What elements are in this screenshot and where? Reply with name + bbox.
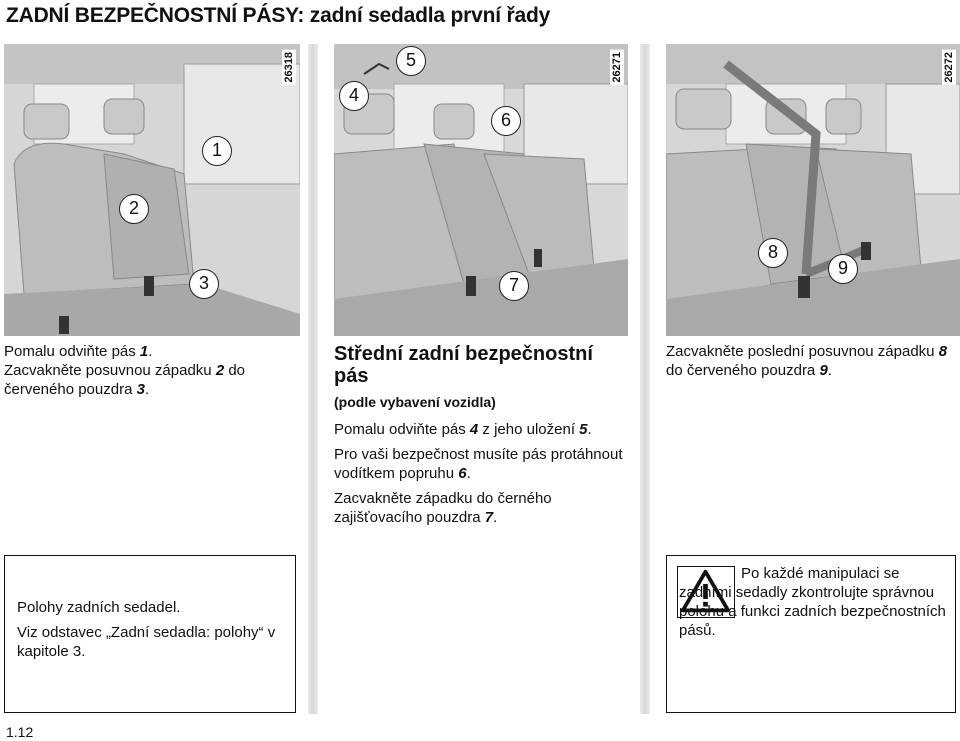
callout-4: 4 (339, 81, 369, 111)
ref-number: 3 (136, 381, 145, 398)
section-subheading: (podle vybavení vozidla) (334, 394, 496, 410)
left-instructions (4, 342, 296, 399)
photo-code: 26271 (611, 52, 623, 83)
seat-illustration (666, 44, 960, 336)
paragraph (334, 420, 628, 439)
paragraph (334, 489, 628, 527)
middle-instructions (334, 343, 628, 533)
page-number: 1.12 (6, 724, 34, 740)
callout-2: 2 (119, 194, 149, 224)
rear-seat-photo-2 (334, 44, 628, 336)
photo-code: 26318 (283, 52, 295, 83)
ref-number: 8 (938, 343, 948, 360)
info-line: Viz odstavec „Zadní sedadla: polohy“ v kapitole 3. (17, 624, 276, 660)
right-instructions (666, 342, 956, 380)
paragraph (334, 445, 628, 483)
ref-number: 7 (484, 509, 494, 526)
ref-number: 4 (469, 421, 479, 438)
photo-code: 26272 (943, 52, 955, 83)
text-run: z jeho uložení (478, 421, 580, 438)
info-box (4, 555, 296, 713)
callout-3: 3 (189, 269, 219, 299)
ref-number: 1 (139, 343, 149, 360)
text-run: Zacvakněte posuvnou západku (4, 362, 216, 379)
text-run: Zacvakněte poslední posuvnou západku (666, 343, 939, 360)
text-run: . (493, 509, 498, 526)
seat-illustration (4, 44, 300, 336)
callout-9: 9 (828, 254, 858, 284)
text-run: Zacvakněte západku do černého zajišťovacího pouzdra (334, 490, 552, 526)
info-text (17, 598, 285, 661)
text-run: . (144, 381, 150, 398)
column-separator (308, 44, 318, 714)
ref-number: 5 (579, 421, 588, 438)
text-run: Pro vaši bezpečnost musíte pás protáhnout vodítkem popruhu (334, 446, 623, 482)
rear-seat-photo-1 (4, 44, 300, 336)
text-run: do červeného pouzdra (666, 362, 820, 379)
callout-1: 1 (202, 136, 232, 166)
callout-7: 7 (499, 271, 529, 301)
text-run: . (466, 465, 471, 482)
rear-seat-photo-3 (666, 44, 960, 336)
text-run: Pomalu odviňte pás (334, 421, 470, 438)
ref-number: 6 (458, 465, 467, 482)
text-run: do červeného pouzdra (4, 362, 246, 398)
callout-8: 8 (758, 238, 788, 268)
text-run: . (827, 362, 832, 379)
ref-number: 2 (215, 362, 225, 379)
section-heading: Střední zadní bezpečnostní pás (334, 343, 593, 387)
warning-text: Po každé manipulaci se zadními sedadly zkontrolujte správnou polohu a funkci zadních bezpečnostních pásů. (679, 565, 946, 639)
callout-5: 5 (396, 46, 426, 76)
info-line: Polohy zadních sedadel. (17, 599, 181, 616)
ref-number: 9 (819, 362, 828, 379)
column-separator (640, 44, 650, 714)
page-title: ZADNÍ BEZPEČNOSTNÍ PÁSY: zadní sedadla první řady (6, 4, 551, 27)
seat-illustration (334, 44, 628, 336)
text-run: Pomalu odviňte pás (4, 343, 140, 360)
text-run: . (587, 421, 592, 438)
callout-6: 6 (491, 106, 521, 136)
text-run: . (148, 343, 153, 360)
warning-box (666, 555, 956, 713)
